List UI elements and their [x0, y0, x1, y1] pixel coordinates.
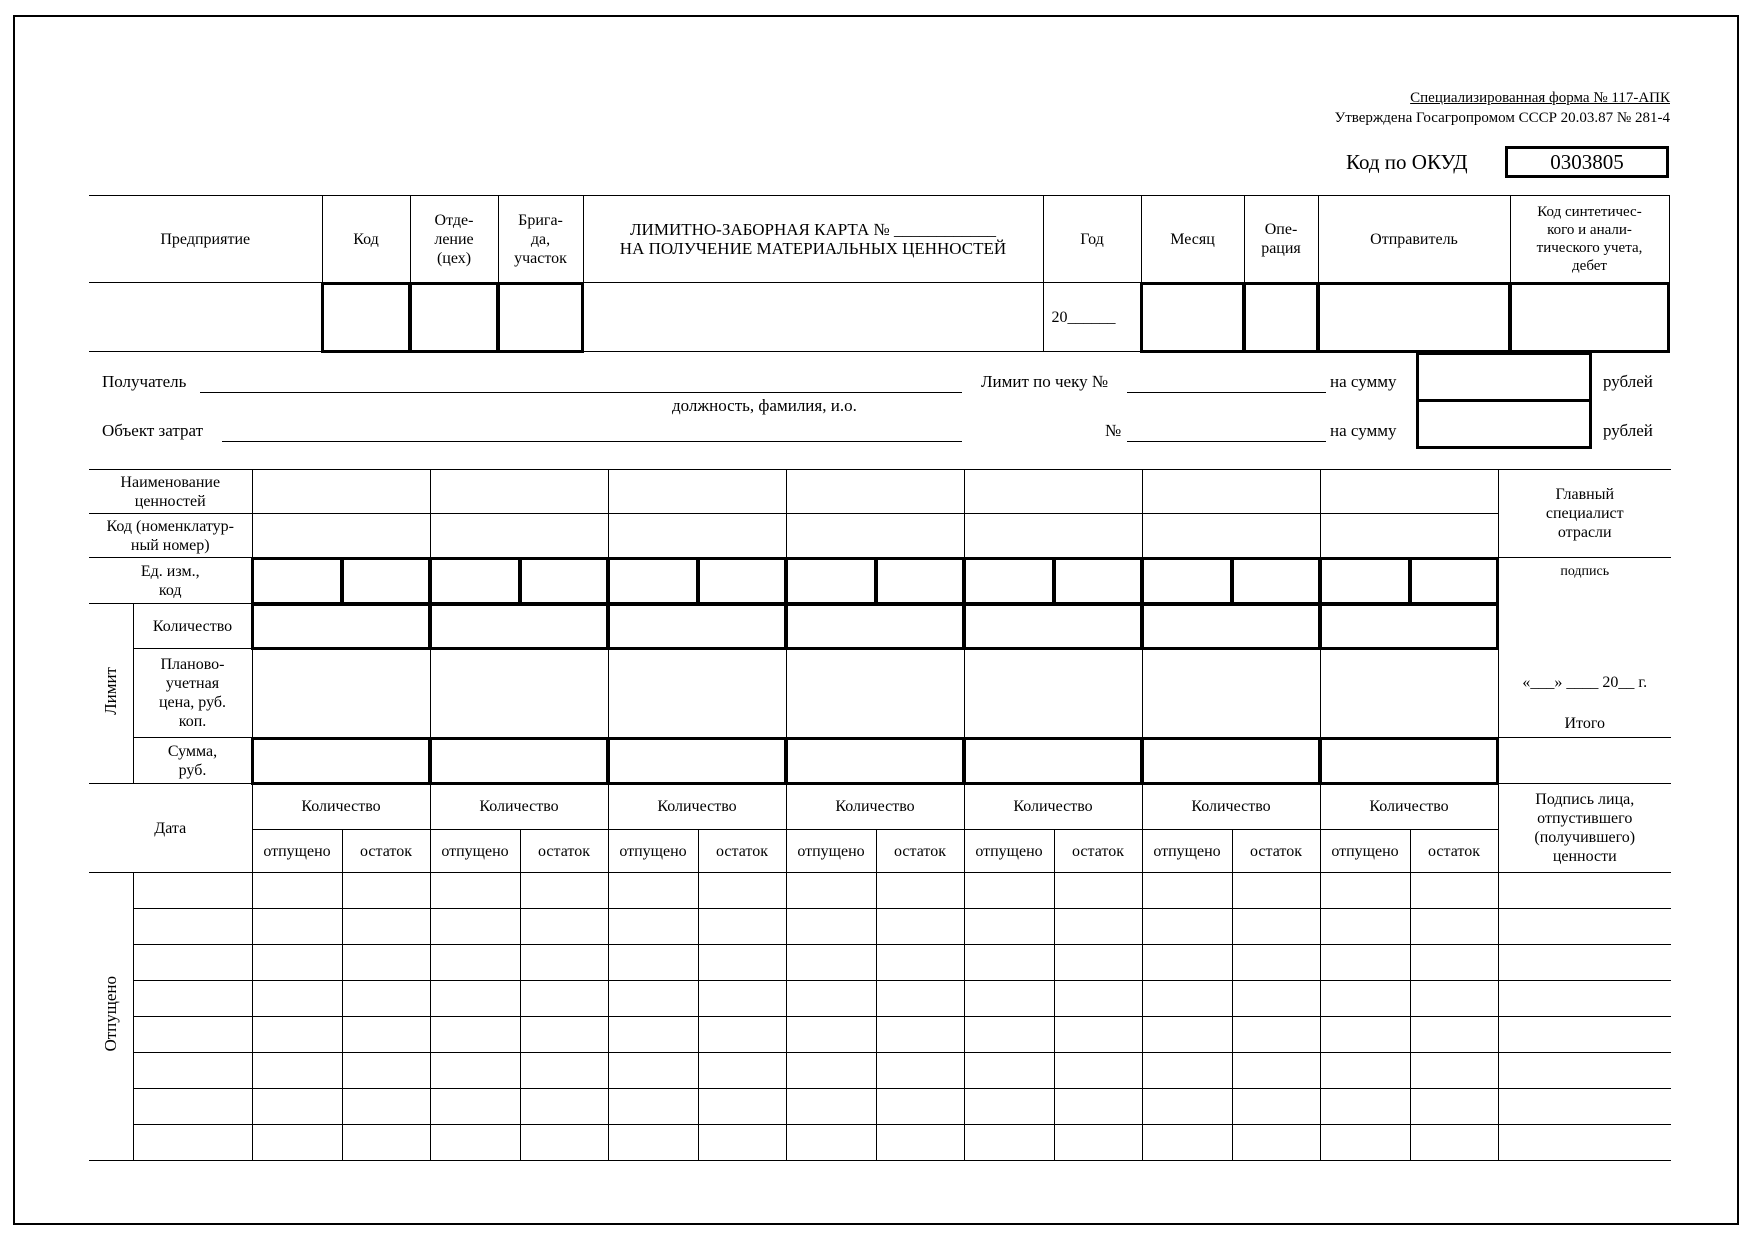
entry-cell[interactable] [964, 873, 1054, 909]
recipient-line[interactable] [200, 374, 962, 393]
entry-cell[interactable] [964, 981, 1054, 1017]
top-table [89, 195, 1670, 352]
entry-cell[interactable] [876, 1125, 964, 1161]
table-row [89, 981, 1671, 1017]
table-row [89, 945, 1671, 981]
recipient-hint: должность, фамилия, и.о. [672, 396, 857, 415]
entry-cell[interactable] [964, 1017, 1054, 1053]
entry-cell[interactable] [786, 1089, 876, 1125]
code-cell[interactable] [608, 514, 786, 558]
entry-cell[interactable] [876, 981, 964, 1017]
check-num-line[interactable] [1127, 423, 1326, 442]
entry-cell[interactable] [608, 981, 698, 1017]
unit-cell[interactable] [1320, 558, 1410, 604]
brigade-field[interactable] [498, 283, 583, 352]
col-code: Код [322, 196, 410, 283]
entry-cell[interactable] [1498, 909, 1671, 945]
price-cell[interactable] [786, 649, 964, 738]
entry-cell[interactable] [698, 981, 786, 1017]
quantity-header: Количество [1142, 784, 1320, 830]
entry-date-cell[interactable] [133, 945, 252, 981]
limit-label-cell [89, 604, 133, 784]
name-cell[interactable] [964, 470, 1142, 514]
entry-cell[interactable] [1498, 1017, 1671, 1053]
entry-cell[interactable] [252, 945, 342, 981]
unit-cell[interactable] [252, 558, 342, 604]
code-cell[interactable] [964, 514, 1142, 558]
entry-cell[interactable] [520, 945, 608, 981]
entry-cell[interactable] [1498, 1125, 1671, 1161]
title-line2: НА ПОЛУЧЕНИЕ МАТЕРИАЛЬНЫХ ЦЕННОСТЕЙ [619, 239, 1007, 258]
qty-label: Количество [133, 604, 252, 649]
price-cell[interactable] [430, 649, 608, 738]
released-vertical-label: Отпущено [101, 976, 121, 1052]
entry-cell[interactable] [876, 1089, 964, 1125]
entry-cell[interactable] [520, 981, 608, 1017]
released-header: отпущено [1320, 830, 1410, 873]
entry-cell[interactable] [786, 981, 876, 1017]
entry-cell[interactable] [430, 1017, 520, 1053]
table-row [89, 1089, 1671, 1125]
entry-cell[interactable] [608, 909, 698, 945]
entry-cell[interactable] [520, 1125, 608, 1161]
entry-cell[interactable] [1320, 1089, 1410, 1125]
released-header: отпущено [786, 830, 876, 873]
signature-label: подпись [1560, 564, 1610, 579]
remainder-header: остаток [698, 830, 786, 873]
enterprise-field[interactable] [89, 283, 322, 352]
sum-cell[interactable] [1320, 738, 1498, 784]
entry-cell[interactable] [876, 1053, 964, 1089]
sum-label-2: на сумму [1330, 421, 1397, 440]
sum-cell[interactable] [608, 738, 786, 784]
entry-cell[interactable] [876, 873, 964, 909]
unit-code-cell[interactable] [698, 558, 786, 604]
total-label: Итого [1564, 715, 1605, 732]
entry-cell[interactable] [430, 1089, 520, 1125]
entry-cell[interactable] [252, 1089, 342, 1125]
entry-cell[interactable] [1142, 873, 1232, 909]
form-name: Специализированная форма № 117-АПК [1410, 90, 1670, 106]
entry-cell[interactable] [1320, 909, 1410, 945]
entry-cell[interactable] [698, 1125, 786, 1161]
entry-cell[interactable] [1410, 945, 1498, 981]
entry-cell[interactable] [964, 1089, 1054, 1125]
entry-cell[interactable] [430, 873, 520, 909]
name-cell[interactable] [252, 470, 430, 514]
remainder-header: остаток [1232, 830, 1320, 873]
entry-cell[interactable] [342, 873, 430, 909]
signer-label: Подпись лица, отпустившего (получившего) ценности [1498, 784, 1671, 873]
code-label: Код (номенклатур- ный номер) [89, 514, 252, 558]
entry-cell[interactable] [608, 1125, 698, 1161]
table-row [89, 1017, 1671, 1053]
entry-cell[interactable] [1142, 1125, 1232, 1161]
quantity-header: Количество [786, 784, 964, 830]
remainder-header: остаток [1054, 830, 1142, 873]
entry-date-cell[interactable] [133, 981, 252, 1017]
entry-cell[interactable] [430, 1125, 520, 1161]
total-cell[interactable] [1498, 738, 1671, 784]
entry-cell[interactable] [1410, 909, 1498, 945]
name-cell[interactable] [786, 470, 964, 514]
price-cell[interactable] [608, 649, 786, 738]
rubles-2: рублей [1603, 421, 1653, 440]
code-cell[interactable] [1320, 514, 1498, 558]
entry-cell[interactable] [1320, 873, 1410, 909]
sum-cell[interactable] [430, 738, 608, 784]
entry-cell[interactable] [1320, 1053, 1410, 1089]
entry-cell[interactable] [786, 1053, 876, 1089]
entry-cell[interactable] [1232, 1089, 1320, 1125]
price-cell[interactable] [252, 649, 430, 738]
limit-qty-cell[interactable] [430, 604, 608, 649]
cost-object-label: Объект затрат [102, 421, 204, 440]
limit-label: Лимит [101, 667, 121, 715]
table-row [89, 1125, 1671, 1161]
entry-cell[interactable] [342, 981, 430, 1017]
entry-cell[interactable] [1232, 1125, 1320, 1161]
entry-cell[interactable] [698, 945, 786, 981]
year-field[interactable]: 20______ [1043, 283, 1141, 352]
unit-code-cell[interactable] [1232, 558, 1320, 604]
entry-cell[interactable] [1054, 1017, 1142, 1053]
price-cell[interactable] [1320, 649, 1498, 738]
entry-cell[interactable] [698, 1089, 786, 1125]
released-header: отпущено [430, 830, 520, 873]
entry-cell[interactable] [1054, 873, 1142, 909]
limit-qty-cell[interactable] [1142, 604, 1320, 649]
entry-cell[interactable] [1054, 945, 1142, 981]
entry-cell[interactable] [1498, 945, 1671, 981]
unit-code-cell[interactable] [1410, 558, 1498, 604]
entry-cell[interactable] [1232, 945, 1320, 981]
col-account: Код синтетичес- кого и анали- тического учета, дебет [1510, 196, 1669, 283]
limit-qty-cell[interactable] [964, 604, 1142, 649]
month-field[interactable] [1141, 283, 1244, 352]
quantity-header: Количество [430, 784, 608, 830]
entry-cell[interactable] [1498, 873, 1671, 909]
entry-cell[interactable] [1232, 873, 1320, 909]
entry-cell[interactable] [520, 909, 608, 945]
unit-code-cell[interactable] [1054, 558, 1142, 604]
entry-cell[interactable] [1142, 981, 1232, 1017]
code-cell[interactable] [252, 514, 430, 558]
name-cell[interactable] [1142, 470, 1320, 514]
entry-cell[interactable] [608, 1053, 698, 1089]
code-cell[interactable] [786, 514, 964, 558]
entry-cell[interactable] [964, 909, 1054, 945]
entry-cell[interactable] [1320, 981, 1410, 1017]
entry-cell[interactable] [1054, 1053, 1142, 1089]
released-header: отпущено [964, 830, 1054, 873]
table-row [89, 909, 1671, 945]
date-line: «___» ____ 20__ г. [1522, 674, 1648, 691]
entry-cell[interactable] [608, 873, 698, 909]
entry-cell[interactable] [1142, 1053, 1232, 1089]
entry-cell[interactable] [430, 1053, 520, 1089]
entry-cell[interactable] [1410, 981, 1498, 1017]
entry-cell[interactable] [252, 1017, 342, 1053]
entry-cell[interactable] [786, 945, 876, 981]
entry-cell[interactable] [698, 909, 786, 945]
sum-cell[interactable] [786, 738, 964, 784]
entry-cell[interactable] [342, 1017, 430, 1053]
unit-cell[interactable] [1142, 558, 1232, 604]
limit-qty-cell[interactable] [1320, 604, 1498, 649]
remainder-header: остаток [876, 830, 964, 873]
entry-cell[interactable] [342, 1053, 430, 1089]
entry-date-cell[interactable] [133, 1089, 252, 1125]
okud-label: Код по ОКУД [1346, 150, 1468, 174]
form-title [583, 196, 1043, 283]
sum-label: Сумма, руб. [133, 738, 252, 784]
entry-cell[interactable] [786, 1017, 876, 1053]
entry-cell[interactable] [252, 981, 342, 1017]
entry-cell[interactable] [786, 1125, 876, 1161]
name-cell[interactable] [1320, 470, 1498, 514]
code-cell[interactable] [1142, 514, 1320, 558]
entry-cell[interactable] [876, 1017, 964, 1053]
sum-cell[interactable] [964, 738, 1142, 784]
price-label: Планово- учетная цена, руб. коп. [133, 649, 252, 738]
unit-label: Ед. изм., код [89, 558, 252, 604]
entry-cell[interactable] [698, 1053, 786, 1089]
released-header: отпущено [608, 830, 698, 873]
sum-cell[interactable] [1142, 738, 1320, 784]
entry-cell[interactable] [1320, 1017, 1410, 1053]
quantity-header: Количество [608, 784, 786, 830]
entry-date-cell[interactable] [133, 1125, 252, 1161]
check-num-label: № [1105, 421, 1122, 440]
entry-cell[interactable] [1410, 1017, 1498, 1053]
limit-qty-cell[interactable] [786, 604, 964, 649]
col-year: Год [1043, 196, 1141, 283]
entry-cell[interactable] [876, 945, 964, 981]
entry-cell[interactable] [1410, 1089, 1498, 1125]
entry-cell[interactable] [1232, 981, 1320, 1017]
entry-cell[interactable] [1054, 1125, 1142, 1161]
entry-cell[interactable] [1410, 1053, 1498, 1089]
unit-cell[interactable] [430, 558, 520, 604]
chief-label: Главный специалист отрасли [1498, 470, 1671, 558]
entry-cell[interactable] [342, 945, 430, 981]
entry-date-cell[interactable] [133, 909, 252, 945]
entry-cell[interactable] [342, 909, 430, 945]
date-label: Дата [89, 784, 252, 873]
unit-code-cell[interactable] [342, 558, 430, 604]
entry-cell[interactable] [1142, 1089, 1232, 1125]
entry-cell[interactable] [786, 909, 876, 945]
limit-qty-cell[interactable] [252, 604, 430, 649]
sum-label-1: на сумму [1330, 372, 1397, 391]
name-cell[interactable] [608, 470, 786, 514]
entry-cell[interactable] [1232, 1017, 1320, 1053]
title-line1: ЛИМИТНО-ЗАБОРНАЯ КАРТА № ____________ [630, 220, 996, 239]
entry-cell[interactable] [252, 909, 342, 945]
released-label-cell [89, 873, 133, 1161]
entry-cell[interactable] [342, 1089, 430, 1125]
limit-check-label: Лимит по чеку № [981, 372, 1109, 391]
entry-cell[interactable] [608, 1017, 698, 1053]
entry-cell[interactable] [1142, 945, 1232, 981]
entry-cell[interactable] [964, 1053, 1054, 1089]
quantity-header: Количество [252, 784, 430, 830]
entry-cell[interactable] [1498, 1089, 1671, 1125]
entry-date-cell[interactable] [133, 873, 252, 909]
entry-cell[interactable] [430, 981, 520, 1017]
sum-box-2[interactable] [1416, 399, 1592, 449]
code-field[interactable] [322, 283, 410, 352]
released-header: отпущено [252, 830, 342, 873]
entry-cell[interactable] [252, 1125, 342, 1161]
entry-cell[interactable] [1142, 1017, 1232, 1053]
entry-cell[interactable] [1142, 909, 1232, 945]
col-department: Отде- ление (цех) [410, 196, 498, 283]
unit-cell[interactable] [608, 558, 698, 604]
entry-cell[interactable] [430, 909, 520, 945]
remainder-header: остаток [342, 830, 430, 873]
entry-cell[interactable] [698, 1017, 786, 1053]
entry-cell[interactable] [876, 909, 964, 945]
entry-cell[interactable] [520, 873, 608, 909]
entry-cell[interactable] [342, 1125, 430, 1161]
rubles-1: рублей [1603, 372, 1653, 391]
entry-cell[interactable] [698, 873, 786, 909]
recipient-label: Получатель [102, 372, 187, 391]
unit-code-cell[interactable] [876, 558, 964, 604]
card-body-field [583, 283, 1043, 352]
entry-cell[interactable] [786, 873, 876, 909]
remainder-header: остаток [520, 830, 608, 873]
entry-cell[interactable] [964, 945, 1054, 981]
entry-cell[interactable] [252, 873, 342, 909]
entry-cell[interactable] [1232, 909, 1320, 945]
account-field[interactable] [1510, 283, 1669, 352]
entry-cell[interactable] [520, 1089, 608, 1125]
remainder-header: остаток [1410, 830, 1498, 873]
sender-field[interactable] [1318, 283, 1510, 352]
limit-qty-cell[interactable] [608, 604, 786, 649]
entry-cell[interactable] [1320, 945, 1410, 981]
entry-cell[interactable] [964, 1125, 1054, 1161]
col-month: Месяц [1141, 196, 1244, 283]
entry-cell[interactable] [1320, 1125, 1410, 1161]
entry-cell[interactable] [1054, 1089, 1142, 1125]
code-cell[interactable] [430, 514, 608, 558]
sum-cell[interactable] [252, 738, 430, 784]
price-cell[interactable] [1142, 649, 1320, 738]
entry-cell[interactable] [1498, 981, 1671, 1017]
approval-note: Утверждена Госагропромом СССР 20.03.87 № 281-4 [1334, 110, 1670, 126]
entry-cell[interactable] [1498, 1053, 1671, 1089]
unit-code-cell[interactable] [520, 558, 608, 604]
entry-cell[interactable] [608, 945, 698, 981]
quantity-header: Количество [1320, 784, 1498, 830]
entry-cell[interactable] [1054, 909, 1142, 945]
col-enterprise: Предприятие [89, 196, 322, 283]
col-sender: Отправитель [1318, 196, 1510, 283]
entry-date-cell[interactable] [133, 1053, 252, 1089]
entry-cell[interactable] [1410, 1125, 1498, 1161]
quantity-header: Количество [964, 784, 1142, 830]
col-operation: Опе- рация [1244, 196, 1318, 283]
price-cell[interactable] [964, 649, 1142, 738]
unit-cell[interactable] [964, 558, 1054, 604]
entry-date-cell[interactable] [133, 1017, 252, 1053]
signature-area[interactable] [1498, 558, 1671, 738]
operation-field[interactable] [1244, 283, 1318, 352]
entry-cell[interactable] [1232, 1053, 1320, 1089]
unit-cell[interactable] [786, 558, 876, 604]
entry-cell[interactable] [1054, 981, 1142, 1017]
limit-check-line[interactable] [1127, 374, 1326, 393]
released-header: отпущено [1142, 830, 1232, 873]
entry-cell[interactable] [252, 1053, 342, 1089]
name-label: Наименование ценностей [89, 470, 252, 514]
entry-cell[interactable] [430, 945, 520, 981]
entry-cell[interactable] [520, 1053, 608, 1089]
entry-cell[interactable] [520, 1017, 608, 1053]
name-cell[interactable] [430, 470, 608, 514]
cost-object-line[interactable] [222, 423, 962, 442]
okud-code: 0303805 [1505, 146, 1669, 178]
entry-cell[interactable] [1410, 873, 1498, 909]
entry-cell[interactable] [608, 1089, 698, 1125]
department-field[interactable] [410, 283, 498, 352]
sum-box-1[interactable] [1416, 352, 1592, 402]
table-row [89, 1053, 1671, 1089]
main-table [89, 469, 1671, 1161]
col-brigade: Брига- да, участок [498, 196, 583, 283]
